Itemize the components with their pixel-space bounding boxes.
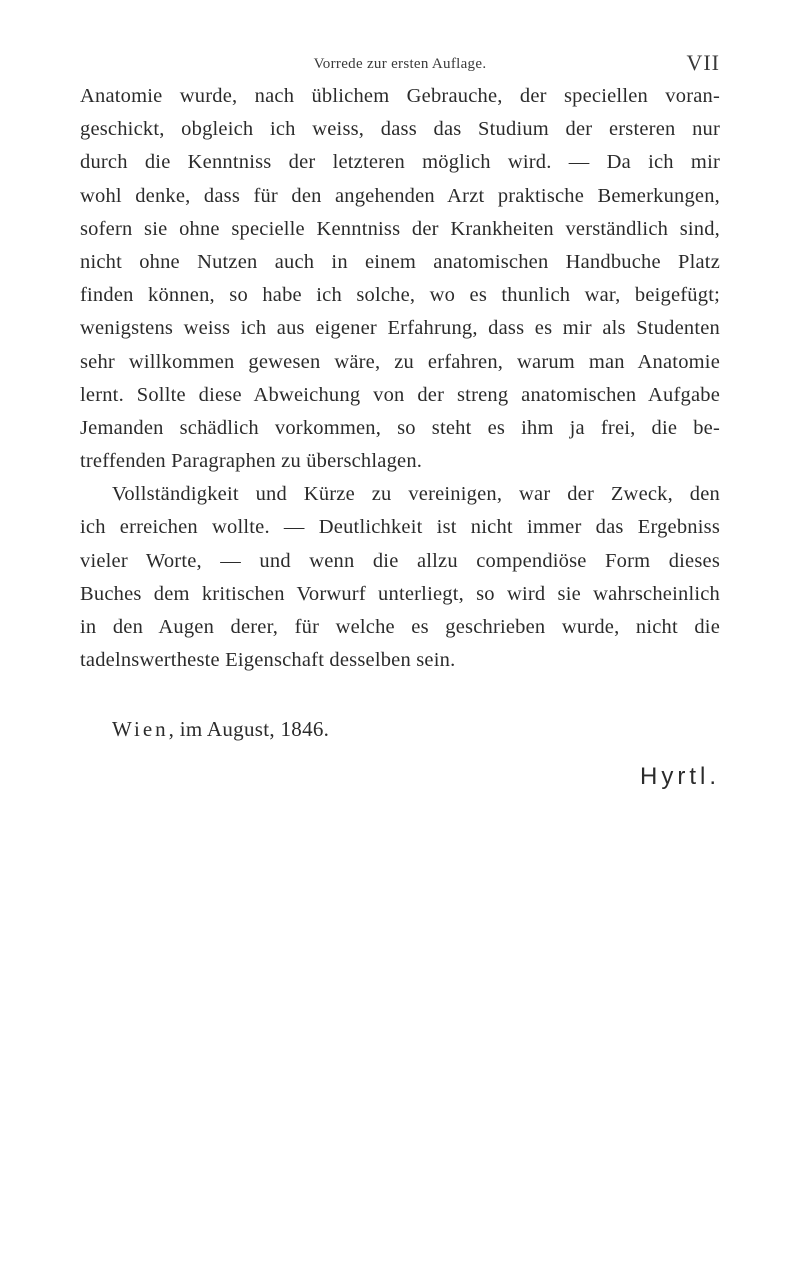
- paragraph-2: [80, 478, 720, 677]
- text-line: geschickt, obgleich ich weiss, dass das Studium der ersteren nur: [80, 118, 720, 141]
- text-line: in den Augen derer, für welche es geschrieben wurde, nicht die: [80, 616, 720, 638]
- text-line: tadelnswertheste Eigenschaft desselben sein.: [80, 649, 456, 672]
- date: , im August, 1846.: [168, 717, 330, 741]
- text-line: vieler Worte, — und wenn die allzu compendiöse Form dieses: [80, 549, 720, 572]
- text-line: finden können, so habe ich solche, wo es thunlich war, beigefügt;: [80, 284, 720, 307]
- text-line: lernt. Sollte diese Abweichung von der streng anatomischen Aufgabe: [80, 383, 720, 406]
- text-line: durch die Kenntniss der letzteren möglich wird. — Da ich mir: [80, 151, 720, 174]
- text-line: Buches dem kritischen Vorwurf unterliegt, so wird sie wahrscheinlich: [80, 582, 720, 605]
- text-line: sehr willkommen gewesen wäre, zu erfahren, warum man Anatomie: [80, 350, 720, 373]
- page-header: [80, 50, 720, 80]
- text-line: nicht ohne Nutzen auch in einem anatomischen Handbuche Platz: [80, 250, 720, 273]
- author-signature: Hyrtl.: [640, 763, 720, 790]
- text-line: treffenden Paragraphen zu überschlagen.: [80, 450, 423, 473]
- running-head: Vorrede zur ersten Auflage.: [313, 56, 487, 72]
- preface-text: [80, 80, 720, 677]
- text-line: Anatomie wurde, nach üblichem Gebrauche, der speciellen voran-: [80, 85, 720, 107]
- place: Wien: [112, 717, 169, 741]
- text-line: Jemanden schädlich vorkommen, so steht es ihm ja frei, die be-: [80, 416, 720, 439]
- text-line: ich erreichen wollte. — Deutlichkeit ist nicht immer das Ergebniss: [80, 516, 720, 539]
- text-line: Vollständigkeit und Kürze zu vereinigen, war der Zweck, den: [112, 483, 720, 506]
- text-line: sofern sie ohne specielle Kenntniss der Krankheiten verständlich sind,: [80, 217, 720, 240]
- place-and-date: [112, 717, 329, 742]
- paragraph-1: [80, 80, 720, 478]
- page-number: VII: [686, 50, 720, 75]
- text-line: wohl denke, dass für den angehenden Arzt praktische Bemerkungen,: [80, 184, 720, 207]
- text-line: wenigstens weiss ich aus eigener Erfahrung, dass es mir als Studenten: [80, 317, 720, 340]
